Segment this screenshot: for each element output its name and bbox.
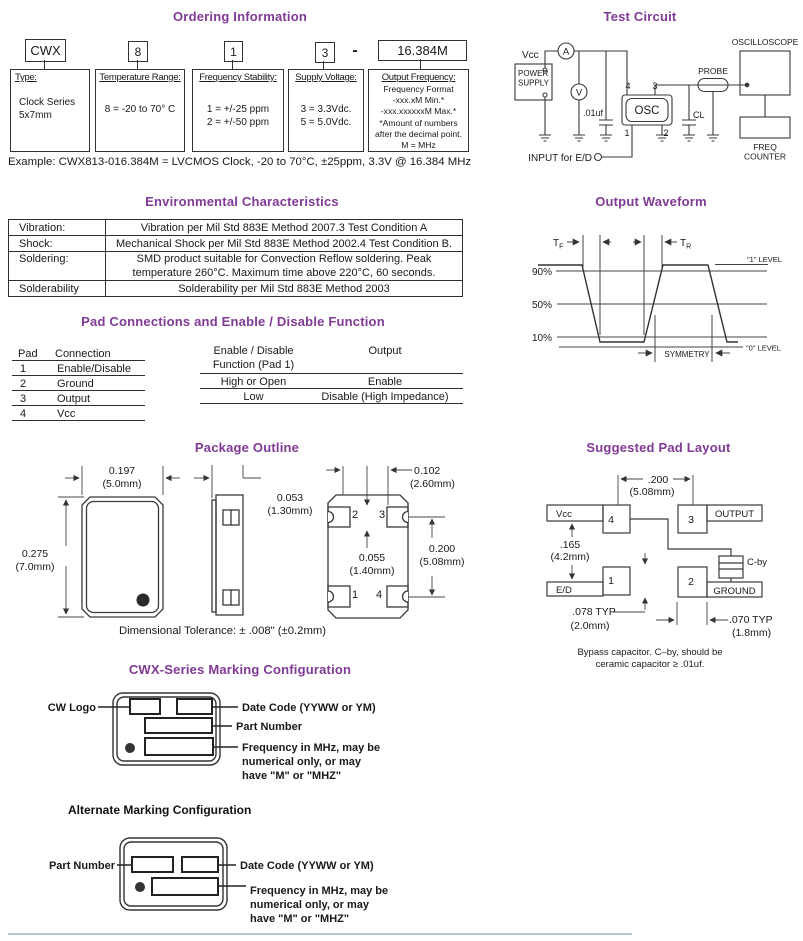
ed-label: E/D xyxy=(556,585,572,596)
layout-pad-1 xyxy=(603,567,630,595)
env-value: Mechanical Shock per Mil Std 883E Method 2002.4 Test Condition B. xyxy=(106,236,463,252)
bottom-pad1-num: 1 xyxy=(351,589,359,601)
part-temp-box: 8 xyxy=(128,41,148,62)
dim-pad2-in: .070 TYP xyxy=(729,614,773,626)
bottom-pad2-num: 2 xyxy=(351,509,359,521)
alt-marking-diagram xyxy=(20,830,460,935)
part-number-box xyxy=(145,718,212,733)
dim-ext xyxy=(212,465,243,498)
section-title-alt-marking: Alternate Marking Configuration xyxy=(68,803,252,817)
level-90-label: 90% xyxy=(531,267,552,278)
cl-label: CL xyxy=(693,110,705,120)
enable-output: Disable (High Impedance) xyxy=(321,391,449,403)
dim-padw-mm: (2.60mm) xyxy=(410,478,455,490)
table-row xyxy=(12,376,145,391)
dim-pitch-h-mm: (5.08mm) xyxy=(629,486,675,498)
pad-connection: Enable/Disable xyxy=(57,363,131,375)
alt-date-code-box xyxy=(182,857,218,872)
field-outfreq-line: -xxx.xM Min.* xyxy=(392,95,445,106)
bypass-trace xyxy=(630,519,731,556)
page-bottom-divider xyxy=(8,933,632,935)
power-supply-label: POWER xyxy=(518,69,549,78)
layout-pad-4 xyxy=(603,505,630,533)
alt-part-number-label: Part Number xyxy=(48,860,115,872)
package-outline-diagram xyxy=(8,458,468,633)
dim-gap-mm: (1.40mm) xyxy=(349,565,395,577)
date-code-box xyxy=(177,699,212,714)
field-type-label: Type: xyxy=(15,72,37,83)
index-dot xyxy=(135,882,145,892)
dim-pad1-in: .078 TYP xyxy=(572,606,616,618)
field-stability-line: 1 = +/-25 ppm xyxy=(206,104,270,115)
cby-label: C-by xyxy=(747,557,768,568)
dim-pitch-h-in: .200 xyxy=(647,474,669,486)
dim-pad2-mm: (1.8mm) xyxy=(732,627,772,639)
pad-connection: Ground xyxy=(57,378,94,390)
field-outfreq-label: Output Frequency: xyxy=(381,72,456,83)
terminal xyxy=(543,93,547,97)
bypass-caption-line1: Bypass capacitor. C–by, should be xyxy=(577,647,723,658)
section-title-pad-layout: Suggested Pad Layout xyxy=(586,440,731,455)
output-waveform-diagram xyxy=(480,225,803,380)
field-outfreq-line: after the decimal point. xyxy=(375,128,462,139)
dim-thick-mm: (1.30mm) xyxy=(267,505,313,517)
field-voltage xyxy=(288,69,364,152)
section-title-waveform: Output Waveform xyxy=(595,194,707,209)
section-title-environmental: Environmental Characteristics xyxy=(145,194,339,209)
enable-header-line1: Enable / Disable xyxy=(213,345,294,357)
pin1-label: 1 xyxy=(624,128,630,138)
part-dash: - xyxy=(352,41,358,59)
part-frequency-box: 16.384M xyxy=(378,40,467,61)
dim-pitch-in: 0.200 xyxy=(428,543,456,555)
dim-height-mm: (7.0mm) xyxy=(15,561,55,573)
bypass-cap-label: .01uf xyxy=(582,108,603,118)
field-outfreq-line: *Amount of numbers xyxy=(379,117,458,128)
table-row xyxy=(200,389,463,404)
alt-date-code-label: Date Code (YYWW or YM) xyxy=(240,860,374,872)
enable-func: Low xyxy=(243,391,264,403)
date-code-label: Date Code (YYWW or YM) xyxy=(242,702,376,714)
ground-symbol xyxy=(600,135,612,141)
part-stability-box: 1 xyxy=(224,41,243,62)
table-row xyxy=(9,236,463,252)
table-row xyxy=(9,220,463,236)
layout-pad4-num: 4 xyxy=(608,514,614,526)
table-row xyxy=(200,374,463,389)
one-level-label: "1" LEVEL xyxy=(747,255,782,264)
dim-padw-in: 0.102 xyxy=(414,465,441,477)
cw-logo-label: CW Logo xyxy=(47,702,96,714)
field-stability-line: 2 = +/-50 ppm xyxy=(206,117,270,128)
pad-connection-table xyxy=(12,345,145,421)
field-voltage-label: Supply Voltage: xyxy=(295,72,357,83)
table-row xyxy=(12,361,145,376)
dim-thick-in: 0.053 xyxy=(276,492,304,504)
castellation xyxy=(328,591,334,602)
alt-part-number-box xyxy=(132,857,173,872)
connection-col-header: Connection xyxy=(55,348,111,360)
part-series-box: CWX xyxy=(25,39,66,62)
field-type-line: Clock Series xyxy=(19,97,76,108)
table-header-row xyxy=(12,345,145,361)
field-out-frequency xyxy=(368,69,469,152)
level-50-label: 50% xyxy=(531,300,552,311)
dim-height-in: 0.275 xyxy=(21,548,49,560)
output-header: Output xyxy=(368,345,402,357)
env-label: Vibration: xyxy=(9,220,106,236)
field-type xyxy=(10,69,90,152)
castellation xyxy=(328,512,334,523)
enable-disable-table xyxy=(200,345,463,404)
edge-tick-long xyxy=(600,235,644,335)
bypass-cap-body xyxy=(719,556,743,578)
part-number-label: Part Number xyxy=(236,721,303,733)
field-outfreq-line: -xxx.xxxxxxM Max.* xyxy=(380,106,457,117)
dim-ext xyxy=(343,466,388,505)
field-type-line: 5x7mm xyxy=(19,110,52,121)
bypass-caption-line2: ceramic capacitor ≥ .01uf. xyxy=(595,659,705,670)
alt-frequency-label-line1: Frequency in MHz, may be xyxy=(250,885,389,897)
table-row xyxy=(9,281,463,297)
pin2-label: 2 xyxy=(663,128,669,138)
pad-number: 3 xyxy=(20,393,27,405)
field-temp-line: 8 = -20 to 70° C xyxy=(104,104,176,115)
vcc-label: Vcc xyxy=(522,50,539,61)
connector-line xyxy=(232,60,233,69)
alt-package-outer xyxy=(120,838,227,910)
pad-number: 4 xyxy=(20,408,27,420)
ground-symbol xyxy=(573,135,585,141)
dim-pitch-v-mm: (4.2mm) xyxy=(550,551,590,563)
dim-gap-in: 0.055 xyxy=(358,552,386,564)
bottom-pad4-num: 4 xyxy=(375,589,383,601)
scope-input-dot xyxy=(745,83,749,87)
connector-line xyxy=(44,60,45,69)
pad-number: 1 xyxy=(20,363,27,375)
edge-tick-short xyxy=(583,235,662,267)
alt-package-inner xyxy=(124,842,223,906)
pad-col-header: Pad xyxy=(18,348,38,360)
castellation xyxy=(403,591,409,602)
frequency-label-line1: Frequency in MHz, may be xyxy=(242,742,381,754)
power-supply-label2: SUPPLY xyxy=(518,78,549,88)
ammeter-label: A xyxy=(562,46,570,58)
dimensional-tolerance: Dimensional Tolerance: ± .008" (±0.2mm) xyxy=(118,625,327,637)
dim-pitch-v-in: .165 xyxy=(559,539,581,551)
table-row xyxy=(12,406,145,421)
level-10-label: 10% xyxy=(531,333,552,344)
frequency-box xyxy=(145,738,213,755)
dim-ext xyxy=(677,602,707,625)
logo-mark-box xyxy=(130,699,160,714)
marking-diagram xyxy=(20,690,460,790)
front-view-outline xyxy=(82,497,163,617)
pad-number: 2 xyxy=(20,378,27,390)
field-outfreq-line: M = MHz xyxy=(401,140,436,151)
ground-symbol xyxy=(707,135,719,141)
dim-width-mm: (5.0mm) xyxy=(102,478,142,490)
layout-pad3-num: 3 xyxy=(688,514,694,526)
tf-label: $T_F$ xyxy=(553,238,564,251)
env-label: Soldering: xyxy=(9,252,106,281)
zero-level-label: "0" LEVEL xyxy=(746,343,781,353)
table-header-row xyxy=(200,345,463,374)
alt-frequency-label-line3: have "M" or "MHZ" xyxy=(250,913,350,925)
table-row xyxy=(12,391,145,406)
dim-ext xyxy=(58,497,84,617)
environmental-table xyxy=(8,219,463,297)
oscilloscope-label: OSCILLOSCOPE xyxy=(731,37,799,47)
dim-pad1-mm: (2.0mm) xyxy=(570,620,610,632)
oscilloscope-box xyxy=(740,51,790,95)
freq-counter-label: FREQ xyxy=(753,142,777,152)
input-ed-label: INPUT for E/D xyxy=(528,153,592,164)
alt-frequency-box xyxy=(152,878,218,895)
ground-label: GROUND xyxy=(713,586,756,597)
frequency-label-line2: numerical only, or may xyxy=(242,756,362,768)
tr-label: $T_R$ xyxy=(680,238,692,251)
output-label: OUTPUT xyxy=(714,509,755,520)
env-value: Solderability per Mil Std 883E Method 2003 xyxy=(106,281,463,297)
connector-line xyxy=(137,60,138,69)
bottom-pad3-num: 3 xyxy=(378,509,386,521)
ground-symbol xyxy=(539,135,551,141)
field-stability-label: Frequency Stability: xyxy=(199,72,277,83)
connector-line xyxy=(420,59,421,69)
env-label: Solderability xyxy=(9,281,106,297)
pin4-label: 4 xyxy=(625,81,631,91)
symmetry-label: SYMMETRY xyxy=(664,350,710,359)
dim-pitch-mm: (5.08mm) xyxy=(419,556,465,568)
castellation xyxy=(403,512,409,523)
field-stability xyxy=(192,69,284,152)
section-title-pad-connections: Pad Connections and Enable / Disable Function xyxy=(81,314,385,329)
section-title-package-outline: Package Outline xyxy=(194,440,300,455)
field-temp-range xyxy=(95,69,185,152)
vcc-label: Vcc xyxy=(556,509,572,520)
frequency-label-line3: have "M" or "MHZ" xyxy=(242,770,342,782)
connector-line xyxy=(323,61,324,69)
pad-connection: Output xyxy=(57,393,91,405)
section-title-marking: CWX-Series Marking Configuration xyxy=(128,662,352,677)
test-circuit-diagram xyxy=(480,28,803,168)
freq-counter-label2: COUNTER xyxy=(743,151,787,162)
index-dot xyxy=(125,743,135,753)
alt-frequency-label-line2: numerical only, or may xyxy=(250,899,370,911)
input-terminal xyxy=(595,154,602,161)
enable-header-line2: Function (Pad 1) xyxy=(212,358,295,371)
env-value: Vibration per Mil Std 883E Method 2007.3 Test Condition A xyxy=(106,220,463,236)
ordering-example: Example: CWX813-016.384M = LVCMOS Clock, -20 to 70°C, ±25ppm, 3.3V @ 16.384 MHz xyxy=(8,156,472,168)
field-voltage-line: 5 = 5.0Vdc. xyxy=(300,117,352,128)
env-label: Shock: xyxy=(9,236,106,252)
table-row xyxy=(9,252,463,281)
enable-output: Enable xyxy=(367,376,403,388)
field-temp-label: Temperature Range: xyxy=(99,72,181,83)
part-voltage-box: 3 xyxy=(315,42,335,63)
field-outfreq-line: Frequency Format xyxy=(383,84,454,94)
section-title-test-circuit: Test Circuit xyxy=(603,9,677,24)
pin3-label: 3 xyxy=(652,81,658,91)
osc-label: OSC xyxy=(634,105,660,117)
freq-counter-box xyxy=(740,117,790,138)
pad-connection: Vcc xyxy=(57,408,76,420)
field-voltage-line: 3 = 3.3Vdc. xyxy=(300,104,352,115)
bypass-cap-symbol xyxy=(599,51,613,135)
pin1-index-dot xyxy=(137,594,150,607)
probe-label: PROBE xyxy=(698,66,728,76)
enable-func: High or Open xyxy=(220,376,287,388)
voltmeter-label: V xyxy=(575,87,583,99)
env-value: SMD product suitable for Convection Reflow soldering. Peak temperature 260°C. Maximum time above 220°C, 60 seconds. xyxy=(106,252,463,281)
layout-pad1-num: 1 xyxy=(608,575,614,587)
dim-width-in: 0.197 xyxy=(108,465,136,477)
section-title-ordering: Ordering Information xyxy=(173,9,307,24)
ground-symbol xyxy=(683,135,695,141)
pad-layout-diagram xyxy=(480,465,803,677)
layout-pad2-num: 2 xyxy=(688,576,694,588)
